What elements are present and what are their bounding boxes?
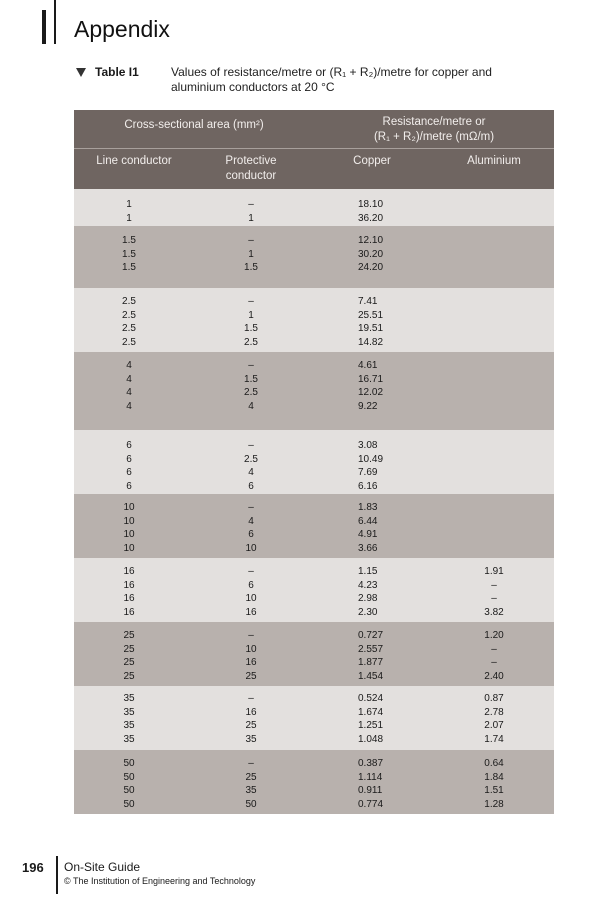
row-group <box>74 750 554 814</box>
page-number: 196 <box>22 860 44 875</box>
cell-protective-conductor: – <box>248 693 254 704</box>
footer-rule <box>56 856 58 894</box>
cell-copper <box>332 606 412 620</box>
cell-copper <box>332 234 412 248</box>
table-row <box>74 656 554 670</box>
cell-line-conductor: 2.5 <box>122 336 136 348</box>
copper-value: 4.23 <box>358 579 378 591</box>
row-group <box>74 352 554 430</box>
caption-triangle-icon <box>76 68 86 77</box>
table-row <box>74 248 554 262</box>
cell-aluminium: 2.40 <box>484 670 504 682</box>
cell-copper <box>332 592 412 606</box>
cell-copper <box>332 322 412 336</box>
cell-line-conductor: 50 <box>123 758 135 769</box>
copper-value: 1.15 <box>358 566 378 577</box>
table-row <box>74 784 554 798</box>
cell-line-conductor: 35 <box>123 706 135 718</box>
cell-copper <box>332 515 412 529</box>
cell-line-conductor: 2.5 <box>122 309 136 321</box>
cell-aluminium: – <box>491 643 497 655</box>
cell-line-conductor: 6 <box>126 467 132 478</box>
row-group <box>74 686 554 750</box>
cell-aluminium: 2.07 <box>484 720 504 731</box>
table-caption-label: Table I1 <box>95 65 139 79</box>
copper-value: 2.557 <box>358 643 384 655</box>
copper-value: 1.877 <box>358 657 384 668</box>
copper-value: 1.454 <box>358 670 384 682</box>
cell-protective-conductor: – <box>248 502 254 513</box>
footer-title: On-Site Guide <box>64 860 141 874</box>
cell-line-conductor: 10 <box>123 502 135 513</box>
copper-value: 0.911 <box>358 785 383 796</box>
cell-protective-conductor: 2.5 <box>244 387 258 398</box>
table-row <box>74 261 554 275</box>
cell-protective-conductor: 25 <box>245 720 257 731</box>
cell-line-conductor: 25 <box>123 657 135 668</box>
cell-copper <box>332 212 412 226</box>
copper-value: 0.774 <box>358 798 384 810</box>
copper-value: 16.71 <box>358 373 384 385</box>
cell-protective-conductor: 16 <box>245 706 257 718</box>
cell-protective-conductor: 1.5 <box>244 262 258 273</box>
cell-protective-conductor: 6 <box>248 579 254 591</box>
table-header-row-1 <box>74 110 554 148</box>
table-row <box>74 706 554 720</box>
table-row <box>74 439 554 453</box>
cell-protective-conductor: 1 <box>248 309 254 321</box>
cell-protective-conductor: 1 <box>248 212 254 224</box>
copper-value: 12.10 <box>358 235 384 246</box>
cell-line-conductor: 6 <box>126 453 132 465</box>
cell-copper <box>332 198 412 212</box>
cell-aluminium: 0.64 <box>484 758 504 769</box>
cell-copper <box>332 336 412 350</box>
cell-line-conductor: 35 <box>123 720 135 731</box>
copper-value: 2.98 <box>358 593 378 604</box>
cell-copper <box>332 400 412 414</box>
cell-line-conductor: 1.5 <box>122 248 136 260</box>
table-row <box>74 453 554 467</box>
cell-protective-conductor: 35 <box>245 733 257 745</box>
cell-copper <box>332 295 412 309</box>
table-row <box>74 733 554 747</box>
table-row <box>74 629 554 643</box>
copper-value: 1.251 <box>358 720 384 731</box>
table-row <box>74 643 554 657</box>
cell-aluminium: – <box>491 657 497 668</box>
cell-line-conductor: 10 <box>123 515 135 527</box>
cell-protective-conductor: 1.5 <box>244 323 258 334</box>
cell-line-conductor: 10 <box>123 542 135 554</box>
col-protective-line-1: Protective <box>225 155 277 167</box>
cell-protective-conductor: 10 <box>245 593 257 604</box>
cell-copper <box>332 453 412 467</box>
cell-protective-conductor: 25 <box>245 771 257 783</box>
cell-copper <box>332 466 412 480</box>
table-body <box>74 189 554 814</box>
table-row <box>74 309 554 323</box>
cell-copper <box>332 528 412 542</box>
cell-protective-conductor: 1.5 <box>244 373 258 385</box>
cell-copper <box>332 692 412 706</box>
cell-line-conductor: 2.5 <box>122 323 136 334</box>
copper-value: 1.674 <box>358 706 384 718</box>
cell-copper <box>332 565 412 579</box>
copper-value: 0.727 <box>358 630 384 641</box>
cell-aluminium: 0.87 <box>484 693 504 704</box>
cell-copper <box>332 359 412 373</box>
row-group <box>74 494 554 558</box>
cell-copper <box>332 248 412 262</box>
cell-protective-conductor: – <box>248 360 254 371</box>
copper-value: 2.30 <box>358 606 378 618</box>
cell-copper <box>332 261 412 275</box>
table-row <box>74 515 554 529</box>
cell-copper <box>332 439 412 453</box>
copper-value: 3.08 <box>358 440 378 451</box>
cell-copper <box>332 719 412 733</box>
table-row <box>74 771 554 785</box>
cell-protective-conductor: 6 <box>248 529 254 540</box>
table-header <box>74 110 554 189</box>
cell-aluminium: 2.78 <box>484 706 504 718</box>
chapter-rule-thick <box>42 10 46 44</box>
table-caption-text: Values of resistance/metre or (R₁ + R₂)/metre for copper and aluminium conductors at 20 °C <box>171 65 492 94</box>
cell-line-conductor: 35 <box>123 733 135 745</box>
cell-protective-conductor: – <box>248 199 254 210</box>
table-row <box>74 719 554 733</box>
copper-value: 4.91 <box>358 529 378 540</box>
cell-line-conductor: 4 <box>126 360 132 371</box>
copper-value: 25.51 <box>358 309 384 321</box>
copper-value: 0.387 <box>358 758 384 769</box>
cell-line-conductor: 2.5 <box>122 296 136 307</box>
cell-copper <box>332 798 412 812</box>
table-row <box>74 542 554 556</box>
col-copper: Copper <box>353 155 391 167</box>
table-row <box>74 386 554 400</box>
copper-value: 10.49 <box>358 453 384 465</box>
cell-copper <box>332 670 412 684</box>
footer-copyright: © The Institution of Engineering and Technology <box>64 876 256 886</box>
cell-line-conductor: 16 <box>123 579 135 591</box>
copper-value: 0.524 <box>358 693 384 704</box>
cell-line-conductor: 4 <box>126 387 132 398</box>
cell-line-conductor: 50 <box>123 771 135 783</box>
cell-line-conductor: 4 <box>126 400 132 412</box>
cell-copper <box>332 542 412 556</box>
header-resistance-line-1: Resistance/metre or <box>382 116 486 128</box>
cell-protective-conductor: – <box>248 440 254 451</box>
cell-protective-conductor: – <box>248 235 254 246</box>
table-row <box>74 565 554 579</box>
col-line-conductor: Line conductor <box>96 155 172 167</box>
cell-aluminium: 1.51 <box>484 785 504 796</box>
cell-line-conductor: 25 <box>123 630 135 641</box>
cell-line-conductor: 10 <box>123 529 135 540</box>
cell-copper <box>332 771 412 785</box>
header-area: Cross-sectional area (mm²) <box>124 119 264 131</box>
cell-line-conductor: 1 <box>126 199 132 210</box>
cell-line-conductor: 16 <box>123 566 135 577</box>
cell-protective-conductor: – <box>248 630 254 641</box>
cell-line-conductor: 16 <box>123 593 135 604</box>
cell-copper <box>332 501 412 515</box>
cell-protective-conductor: – <box>248 296 254 307</box>
row-group <box>74 189 554 226</box>
table-row <box>74 400 554 414</box>
copper-value: 24.20 <box>358 262 384 273</box>
cell-line-conductor: 1 <box>126 212 132 224</box>
cell-aluminium: – <box>491 579 497 591</box>
copper-value: 30.20 <box>358 248 384 260</box>
cell-copper <box>332 309 412 323</box>
table-row <box>74 466 554 480</box>
cell-copper <box>332 480 412 494</box>
row-group <box>74 430 554 494</box>
copper-value: 6.16 <box>358 480 378 492</box>
col-protective-line-2: conductor <box>225 170 277 182</box>
row-group <box>74 558 554 622</box>
table-row <box>74 373 554 387</box>
resistance-table <box>74 110 554 814</box>
cell-protective-conductor: 4 <box>248 467 254 478</box>
col-aluminium: Aluminium <box>467 155 521 167</box>
copper-value: 36.20 <box>358 212 384 224</box>
cell-copper <box>332 757 412 771</box>
row-group <box>74 226 554 288</box>
row-group <box>74 288 554 352</box>
row-group <box>74 622 554 686</box>
cell-line-conductor: 1.5 <box>122 235 136 246</box>
copper-value: 4.61 <box>358 360 378 371</box>
cell-protective-conductor: 2.5 <box>244 453 258 465</box>
cell-line-conductor: 16 <box>123 606 135 618</box>
table-header-row-2 <box>74 148 554 189</box>
cell-aluminium: 3.82 <box>484 606 504 618</box>
cell-copper <box>332 579 412 593</box>
cell-copper <box>332 629 412 643</box>
cell-protective-conductor: 6 <box>248 480 254 492</box>
table-row <box>74 295 554 309</box>
copper-value: 12.02 <box>358 387 384 398</box>
cell-line-conductor: 25 <box>123 643 135 655</box>
copper-value: 7.69 <box>358 467 378 478</box>
cell-copper <box>332 656 412 670</box>
copper-value: 18.10 <box>358 199 384 210</box>
cell-protective-conductor: 10 <box>245 643 257 655</box>
cell-aluminium: 1.84 <box>484 771 504 783</box>
cell-copper <box>332 706 412 720</box>
table-row <box>74 592 554 606</box>
cell-copper <box>332 733 412 747</box>
cell-copper <box>332 643 412 657</box>
table-row <box>74 579 554 593</box>
cell-copper <box>332 784 412 798</box>
table-row <box>74 501 554 515</box>
copper-value: 19.51 <box>358 323 384 334</box>
copper-value: 3.66 <box>358 542 378 554</box>
table-row <box>74 606 554 620</box>
table-row <box>74 336 554 350</box>
cell-aluminium: 1.20 <box>484 630 504 641</box>
cell-line-conductor: 4 <box>126 373 132 385</box>
copper-value: 1.83 <box>358 502 378 513</box>
table-row <box>74 234 554 248</box>
cell-protective-conductor: 25 <box>245 670 257 682</box>
header-resistance-line-2: (R₁ + R₂)/metre (mΩ/m) <box>373 131 495 143</box>
copper-value: 9.22 <box>358 400 378 412</box>
cell-protective-conductor: 4 <box>248 400 254 412</box>
cell-protective-conductor: 10 <box>245 542 257 554</box>
cell-aluminium: 1.28 <box>484 798 504 810</box>
table-row <box>74 692 554 706</box>
cell-line-conductor: 6 <box>126 440 132 451</box>
table-row <box>74 528 554 542</box>
header-resistance <box>314 115 554 145</box>
cell-line-conductor: 25 <box>123 670 135 682</box>
copper-value: 6.44 <box>358 515 378 527</box>
col-protective-conductor <box>199 154 303 184</box>
table-row <box>74 798 554 812</box>
table-row <box>74 322 554 336</box>
table-row <box>74 757 554 771</box>
copper-value: 1.048 <box>358 733 384 745</box>
cell-aluminium: 1.91 <box>484 566 504 577</box>
cell-line-conductor: 1.5 <box>122 262 136 273</box>
cell-protective-conductor: 2.5 <box>244 336 258 348</box>
table-row <box>74 212 554 226</box>
cell-copper <box>332 386 412 400</box>
cell-aluminium: 1.74 <box>484 733 504 745</box>
table-row <box>74 670 554 684</box>
cell-line-conductor: 50 <box>123 798 135 810</box>
cell-line-conductor: 50 <box>123 785 135 796</box>
table-row <box>74 198 554 212</box>
cell-protective-conductor: – <box>248 566 254 577</box>
copper-value: 14.82 <box>358 336 384 348</box>
cell-aluminium: – <box>491 593 497 604</box>
page-heading: Appendix <box>74 16 170 42</box>
cell-protective-conductor: 50 <box>245 798 257 810</box>
table-row <box>74 480 554 494</box>
cell-protective-conductor: 35 <box>245 785 257 796</box>
chapter-rule-thin <box>54 0 56 44</box>
copper-value: 7.41 <box>358 296 378 307</box>
cell-protective-conductor: 1 <box>248 248 254 260</box>
copper-value: 1.114 <box>358 771 383 783</box>
table-row <box>74 359 554 373</box>
cell-protective-conductor: 4 <box>248 515 254 527</box>
cell-protective-conductor: – <box>248 758 254 769</box>
cell-protective-conductor: 16 <box>245 606 257 618</box>
cell-line-conductor: 35 <box>123 693 135 704</box>
cell-protective-conductor: 16 <box>245 657 257 668</box>
cell-copper <box>332 373 412 387</box>
cell-line-conductor: 6 <box>126 480 132 492</box>
